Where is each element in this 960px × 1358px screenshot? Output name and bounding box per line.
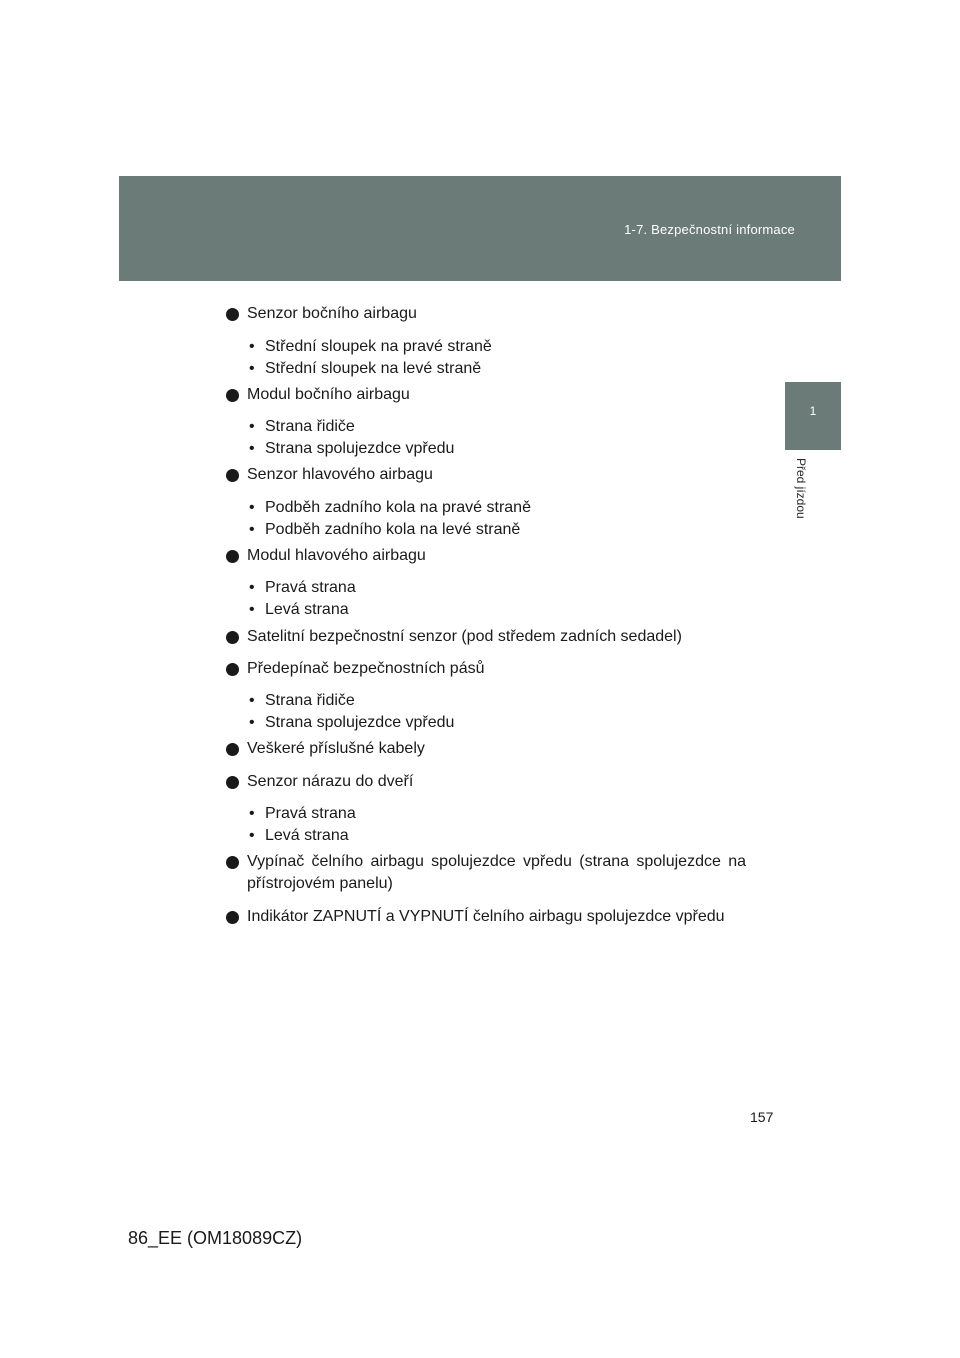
sub-list-item: • Levá strana [249, 825, 729, 847]
round-bullet-icon [226, 389, 239, 402]
sub-list-item: • Pravá strana [249, 577, 729, 599]
sub-list-item: • Střední sloupek na pravé straně [249, 336, 729, 358]
list-item: Indikátor ZAPNUTÍ a VYPNUTÍ čelního airbagu spolujezdce vpředu [226, 906, 746, 928]
sub-list-item: • Strana řidiče [249, 690, 729, 712]
list-item: Senzor bočního airbagu [226, 303, 746, 325]
sub-list-item: • Levá strana [249, 599, 729, 621]
bullet-icon: • [249, 360, 255, 377]
sub-list-item: • Strana spolujezdce vpředu [249, 438, 729, 460]
bullet-icon: • [249, 418, 255, 435]
page-number: 157 [750, 1109, 774, 1125]
chapter-label: Před jízdou [794, 458, 808, 519]
list-item: Satelitní bezpečnostní senzor (pod středem zadních sedadel) [226, 626, 746, 648]
bullet-icon: • [249, 499, 255, 516]
bullet-icon: • [249, 714, 255, 731]
round-bullet-icon [226, 776, 239, 789]
round-bullet-icon [226, 743, 239, 756]
list-item: Vypínač čelního airbagu spolujezdce vpředu (strana spolujezdce na přístrojovém panelu) [226, 851, 746, 895]
sub-list-item: • Podběh zadního kola na pravé straně [249, 497, 729, 519]
list-item: Veškeré příslušné kabely [226, 738, 746, 760]
list-item: Modul bočního airbagu [226, 384, 746, 406]
sub-list-item: • Strana řidiče [249, 416, 729, 438]
bullet-icon: • [249, 440, 255, 457]
sub-list-item: • Pravá strana [249, 803, 729, 825]
sub-list-item: • Podběh zadního kola na levé straně [249, 519, 729, 541]
document-code: 86_EE (OM18089CZ) [128, 1228, 303, 1248]
list-item: Senzor nárazu do dveří [226, 771, 746, 793]
list-item: Senzor hlavového airbagu [226, 464, 746, 486]
list-item: Předepínač bezpečnostních pásů [226, 658, 746, 680]
round-bullet-icon [226, 911, 239, 924]
round-bullet-icon [226, 631, 239, 644]
chapter-number: 1 [809, 404, 817, 418]
bullet-icon: • [249, 579, 255, 596]
round-bullet-icon [226, 308, 239, 321]
bullet-icon: • [249, 521, 255, 538]
round-bullet-icon [226, 663, 239, 676]
section-title: 1-7. Bezpečnostní informace [624, 222, 795, 237]
round-bullet-icon [226, 550, 239, 563]
sub-list-item: • Střední sloupek na levé straně [249, 358, 729, 380]
bullet-icon: • [249, 338, 255, 355]
list-item: Modul hlavového airbagu [226, 545, 746, 567]
round-bullet-icon [226, 469, 239, 482]
bullet-icon: • [249, 601, 255, 618]
bullet-icon: • [249, 827, 255, 844]
bullet-icon: • [249, 692, 255, 709]
sub-list-item: • Strana spolujezdce vpředu [249, 712, 729, 734]
bullet-icon: • [249, 805, 255, 822]
round-bullet-icon [226, 856, 239, 869]
